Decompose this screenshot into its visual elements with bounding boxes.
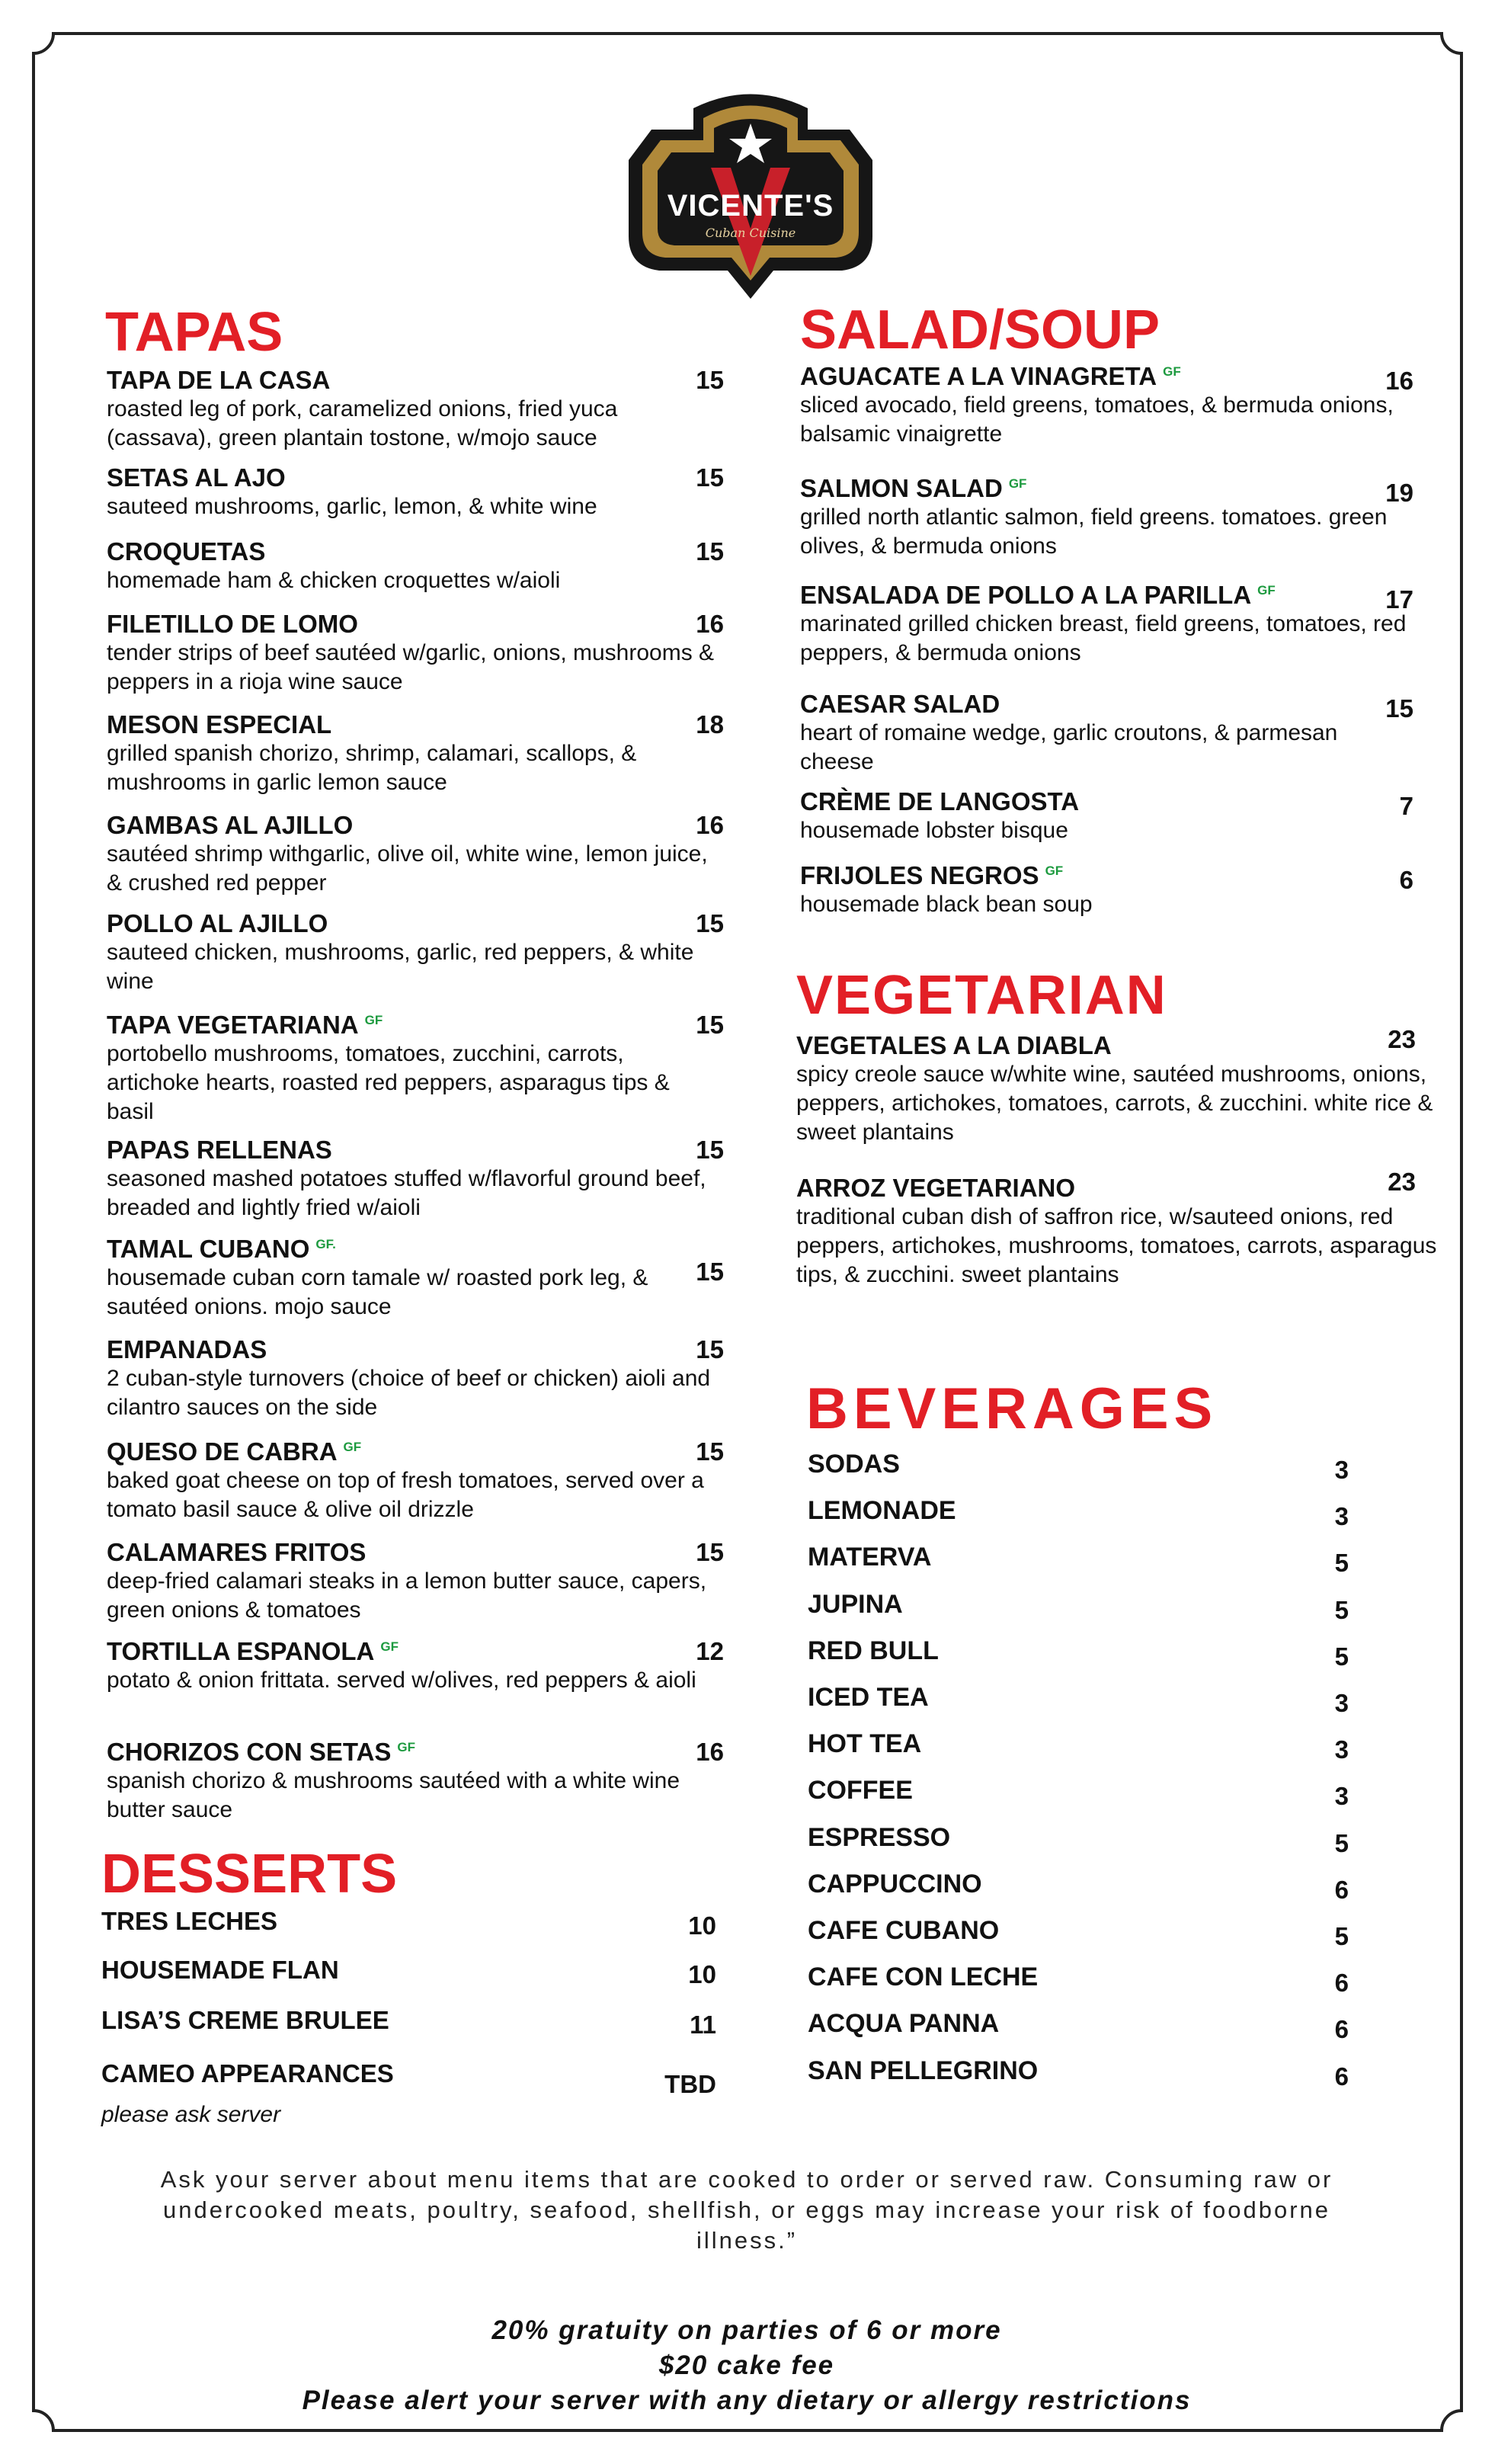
item-description: spicy creole sauce w/white wine, sautéed mushrooms, onions, peppers, artichokes, tomatoes, carrots, & zucchini. white rice & sweet plantains xyxy=(796,1062,1433,1145)
gluten-free-badge: GF xyxy=(364,1013,383,1027)
beverages-title: BEVERAGES xyxy=(806,1376,1218,1441)
item-price: 6 xyxy=(1399,866,1413,894)
item-description: homemade ham & chicken croquettes w/aioli xyxy=(107,568,561,593)
beverage-item xyxy=(808,1496,956,1526)
menu-item xyxy=(101,2006,635,2035)
menu-item xyxy=(101,1956,635,1985)
beverage-item xyxy=(808,1963,1038,1992)
menu-item xyxy=(800,581,1410,668)
item-name: VEGETALES A LA DIABLA xyxy=(796,1031,1112,1059)
item-price: 15 xyxy=(696,1437,724,1466)
menu-item xyxy=(107,610,716,697)
item-name: TAPA VEGETARIANA xyxy=(107,1011,359,1039)
item-price: 16 xyxy=(696,1738,724,1766)
beverage-price: 5 xyxy=(1334,1828,1349,1857)
item-description: housemade lobster bisque xyxy=(800,818,1068,843)
beverage-name: HOT TEA xyxy=(808,1729,922,1759)
gluten-free-badge: GF xyxy=(1163,364,1181,379)
beverage-price: 3 xyxy=(1334,1456,1349,1484)
item-name: GAMBAS AL AJILLO xyxy=(107,811,354,839)
beverage-item xyxy=(808,1636,939,1666)
item-price: 15 xyxy=(696,1011,724,1039)
item-price: 15 xyxy=(696,1258,724,1286)
menu-item xyxy=(107,811,716,898)
beverage-name: COFFEE xyxy=(808,1776,913,1806)
beverage-item xyxy=(808,1916,999,1946)
menu-item xyxy=(107,1136,716,1222)
item-name: SALMON SALAD xyxy=(800,474,1003,502)
beverage-item xyxy=(808,2056,1038,2086)
beverage-price: 6 xyxy=(1334,1875,1349,1904)
item-description: grilled spanish chorizo, shrimp, calamari, scallops, & mushrooms in garlic lemon sauce xyxy=(107,741,637,795)
gluten-free-badge: GF xyxy=(1045,864,1064,878)
menu-item xyxy=(796,1031,1444,1147)
item-price: 19 xyxy=(1385,479,1413,507)
beverage-price: 3 xyxy=(1334,1735,1349,1764)
beverage-item xyxy=(808,1823,950,1853)
beverage-name: MATERVA xyxy=(808,1543,932,1572)
item-name: TORTILLA ESPANOLA xyxy=(107,1637,375,1665)
menu-item xyxy=(800,362,1410,449)
menu-item xyxy=(107,1437,716,1524)
item-price: 15 xyxy=(696,537,724,566)
item-price: 15 xyxy=(696,909,724,937)
beverage-item xyxy=(808,2009,999,2039)
item-name: CRÈME DE LANGOSTA xyxy=(800,787,1080,815)
beverage-price: 6 xyxy=(1334,1969,1349,1998)
item-price: 23 xyxy=(1388,1025,1416,1053)
item-price: 15 xyxy=(696,1136,724,1164)
menu-item xyxy=(107,1335,716,1422)
logo-tagline: Cuban Cuisine xyxy=(705,226,796,240)
item-description: potato & onion frittata. served w/olives, red peppers & aioli xyxy=(107,1668,696,1693)
menu-item xyxy=(107,1738,716,1825)
item-description: roasted leg of pork, caramelized onions, fried yuca (cassava), green plantain tostone, w/mojo sauce xyxy=(107,396,618,450)
beverage-item xyxy=(808,1543,931,1572)
item-price: TBD xyxy=(664,2070,716,2098)
item-description: spanish chorizo & mushrooms sautéed with a white wine butter sauce xyxy=(107,1768,680,1822)
item-price: 10 xyxy=(688,1960,716,1988)
item-description: tender strips of beef sautéed w/garlic, onions, mushrooms & peppers in a rioja wine sauce xyxy=(107,640,715,694)
menu-item xyxy=(107,1637,716,1695)
beverage-name: ESPRESSO xyxy=(808,1822,951,1852)
beverage-item xyxy=(808,1870,982,1899)
item-name: CROQUETAS xyxy=(107,537,266,566)
beverage-price: 5 xyxy=(1334,1642,1349,1671)
item-price: 10 xyxy=(688,1911,716,1940)
menu-item xyxy=(107,366,716,453)
menu-item xyxy=(107,909,716,996)
item-description: grilled north atlantic salmon, field greens. tomatoes. green olives, & bermuda onions xyxy=(800,505,1388,559)
item-price: 15 xyxy=(696,463,724,492)
beverage-name: LEMONADE xyxy=(808,1496,956,1526)
beverage-name: JUPINA xyxy=(808,1589,903,1619)
item-price: 17 xyxy=(1385,585,1413,614)
gluten-free-badge: GF xyxy=(1257,583,1276,598)
item-name: CALAMARES FRITOS xyxy=(107,1538,367,1566)
gluten-free-badge: GF. xyxy=(315,1237,336,1251)
item-description: seasoned mashed potatoes stuffed w/flavorful ground beef, breaded and lightly fried w/aioli xyxy=(107,1166,706,1220)
menu-item xyxy=(107,537,716,595)
gluten-free-badge: GF xyxy=(343,1440,362,1454)
item-name: EMPANADAS xyxy=(107,1335,267,1363)
vegetarian-title: VEGETARIAN xyxy=(796,965,1167,1026)
beverage-price: 3 xyxy=(1334,1689,1349,1717)
item-name: SETAS AL AJO xyxy=(107,463,286,492)
beverage-price: 5 xyxy=(1334,1922,1349,1950)
item-name: ENSALADA DE POLLO A LA PARILLA xyxy=(800,581,1252,609)
item-name: CAMEO APPEARANCES xyxy=(101,2059,394,2088)
vicentes-logo xyxy=(621,76,880,305)
logo-brand-name: VICENTE'S xyxy=(667,189,834,223)
beverage-price: 3 xyxy=(1334,1782,1349,1811)
item-price: 12 xyxy=(696,1637,724,1665)
menu-item xyxy=(107,1235,716,1322)
item-name: TAMAL CUBANO xyxy=(107,1235,310,1263)
item-name: FRIJOLES NEGROS xyxy=(800,861,1039,889)
menu-item xyxy=(107,1011,716,1126)
item-price: 16 xyxy=(696,811,724,839)
beverage-item xyxy=(808,1776,913,1806)
item-price: 15 xyxy=(696,366,724,394)
beverage-price: 3 xyxy=(1334,1502,1349,1531)
item-description: marinated grilled chicken breast, field greens, tomatoes, red peppers, & bermuda onions xyxy=(800,611,1407,665)
desserts-title: DESSERTS xyxy=(101,1844,398,1905)
footer-allergy-note: Please alert your server with any dietary or allergy restrictions xyxy=(302,2385,1192,2415)
item-price: 15 xyxy=(1385,694,1413,723)
item-description: sliced avocado, field greens, tomatoes, & bermuda onions, balsamic vinaigrette xyxy=(800,393,1394,447)
item-price: 23 xyxy=(1388,1168,1416,1196)
beverage-price: 6 xyxy=(1334,2015,1349,2044)
beverage-name: CAFE CUBANO xyxy=(808,1916,1000,1945)
menu-item xyxy=(101,1907,635,1936)
item-name: LISA’S CREME BRULEE xyxy=(101,2006,389,2034)
item-description: sautéed shrimp withgarlic, olive oil, white wine, lemon juice, & crushed red pepper xyxy=(107,841,708,896)
item-name: HOUSEMADE FLAN xyxy=(101,1956,339,1984)
beverage-name: ACQUA PANNA xyxy=(808,2009,1000,2039)
tapas-title: TAPAS xyxy=(105,302,283,363)
item-name: MESON ESPECIAL xyxy=(107,710,332,739)
menu-item xyxy=(800,787,1410,845)
beverage-item xyxy=(808,1729,921,1759)
item-description: housemade black bean soup xyxy=(800,892,1093,917)
menu-item xyxy=(107,463,716,521)
item-description: portobello mushrooms, tomatoes, zucchini, carrots, artichoke hearts, roasted red peppers, asparagus tips & basil xyxy=(107,1041,670,1124)
item-name: AGUACATE A LA VINAGRETA xyxy=(800,362,1157,390)
item-name: CHORIZOS CON SETAS xyxy=(107,1738,392,1766)
item-description: traditional cuban dish of saffron rice, w/sauteed onions, red peppers, artichokes, mushrooms, tomatoes, carrots, asparagus tips, & zucchini. sweet plantains xyxy=(796,1204,1437,1287)
item-name: QUESO DE CABRA xyxy=(107,1437,338,1466)
item-price: 18 xyxy=(696,710,724,739)
item-description: sauteed mushrooms, garlic, lemon, & white wine xyxy=(107,494,597,519)
item-name: PAPAS RELLENAS xyxy=(107,1136,332,1164)
beverage-name: SAN PELLEGRINO xyxy=(808,2055,1039,2085)
item-description: baked goat cheese on top of fresh tomatoes, served over a tomato basil sauce & olive oil drizzle xyxy=(107,1468,704,1522)
raw-food-disclaimer: Ask your server about menu items that are cooked to order or served raw. Consuming raw or undercooked meats, poultry, seafood, shellfish, or eggs may increase your risk of foodborne illness.” xyxy=(160,2166,1333,2254)
item-price: 11 xyxy=(690,2011,716,2039)
beverage-item xyxy=(808,1450,900,1479)
beverage-item xyxy=(808,1590,903,1620)
menu-item xyxy=(107,710,716,797)
beverage-price: 5 xyxy=(1334,1549,1349,1578)
gluten-free-badge: GF xyxy=(1008,476,1027,491)
item-description: sauteed chicken, mushrooms, garlic, red peppers, & white wine xyxy=(107,940,694,994)
menu-item xyxy=(796,1174,1444,1290)
item-price: 15 xyxy=(696,1538,724,1566)
beverage-name: ICED TEA xyxy=(808,1683,929,1712)
item-name: POLLO AL AJILLO xyxy=(107,909,328,937)
item-description: 2 cuban-style turnovers (choice of beef or chicken) aioli and cilantro sauces on the side xyxy=(107,1366,711,1420)
menu-item xyxy=(800,861,1410,919)
menu-item xyxy=(800,690,1410,777)
item-name: TAPA DE LA CASA xyxy=(107,366,331,394)
gluten-free-badge: GF xyxy=(380,1639,399,1654)
beverage-name: CAPPUCCINO xyxy=(808,1869,982,1898)
footer-cake-fee: $20 cake fee xyxy=(658,2350,835,2380)
item-name: ARROZ VEGETARIANO xyxy=(796,1174,1076,1202)
gluten-free-badge: GF xyxy=(397,1740,416,1754)
desserts-note: please ask server xyxy=(101,2102,281,2127)
menu-item xyxy=(101,2059,635,2088)
item-name: CAESAR SALAD xyxy=(800,690,1000,718)
beverage-name: CAFE CON LECHE xyxy=(808,1963,1039,1992)
menu-item xyxy=(800,474,1410,561)
item-price: 7 xyxy=(1399,792,1413,820)
salad-soup-title: SALAD/SOUP xyxy=(800,300,1160,360)
item-description: heart of romaine wedge, garlic croutons, & parmesan cheese xyxy=(800,720,1338,774)
item-name: TRES LECHES xyxy=(101,1907,278,1935)
item-description: housemade cuban corn tamale w/ roasted pork leg, & sautéed onions. mojo sauce xyxy=(107,1265,648,1319)
beverage-price: 5 xyxy=(1334,1595,1349,1624)
item-price: 15 xyxy=(696,1335,724,1363)
beverage-item xyxy=(808,1683,929,1713)
item-name: FILETILLO DE LOMO xyxy=(107,610,358,638)
beverage-name: RED BULL xyxy=(808,1636,939,1665)
menu-item xyxy=(107,1538,716,1625)
beverage-name: SODAS xyxy=(808,1450,900,1479)
beverage-price: 6 xyxy=(1334,2062,1349,2091)
item-price: 16 xyxy=(1385,367,1413,395)
item-price: 16 xyxy=(696,610,724,638)
footer-gratuity: 20% gratuity on parties of 6 or more xyxy=(491,2315,1002,2345)
item-description: deep-fried calamari steaks in a lemon butter sauce, capers, green onions & tomatoes xyxy=(107,1568,707,1623)
